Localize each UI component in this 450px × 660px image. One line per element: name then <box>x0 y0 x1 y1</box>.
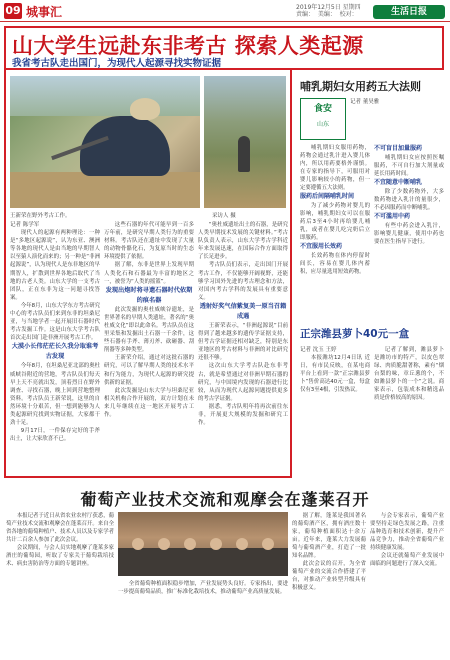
rule-title: 不可盲目加量服药 <box>374 145 423 152</box>
paragraph: 据了解，东非是世界上发现早期人类化石和石器最为丰富的地区之一，被誉为“人类的摇篮”。 <box>104 262 194 285</box>
radish-headline: 正宗潍县萝卜40元一盒 <box>300 328 410 340</box>
lead-column-3 <box>198 221 288 475</box>
date-line: 2019年12月5日 星期四 责编： 美编： 校对： <box>296 4 361 18</box>
paragraph: 哺乳期妇女服用药物，药物会通过乳汁进入婴儿体内，所以用药要格外谨慎。在专家的指导下，可服用对婴儿影响较小的药物，但一定要遵循五大法则。 <box>300 145 370 191</box>
excavation-photo <box>10 76 200 208</box>
radish-byline: 记者 沈玉 王婷 <box>300 347 337 353</box>
paragraph: 王新荣介绍，通过对这批石器的研究，可以了解早期人类的技术水平和行为能力，为现代人起源的研究提供新的证据。 <box>104 355 194 386</box>
lead-subhead-3: 透射好奖气信紫复美一原当召籍成遇 <box>199 302 287 320</box>
rule-title: 服药后间隔哺乳时间 <box>300 193 355 200</box>
paragraph: 今年8月，在坦桑尼亚北部的奥杜威峡谷附近的营地，考古队员们每天早上天不亮就出发，顶着烈日在野外调查、寻找石器，晚上回到营地整理资料。考古队员王新荣说，这里的自然环境十分艰苦，但一想到能够为人类起源研究找到实物证据，大家都干劲十足。 <box>10 363 100 427</box>
grape-column-2 <box>118 580 288 656</box>
rule-title: 不可滥用中药 <box>374 213 411 220</box>
radish-column-2 <box>374 346 444 476</box>
paragraph: 王新荣表示，“非洲起源说”目前得到了越来越多的遗传学证据支持，但考古学证据还相对缺乏，特别是东亚地区的考古材料与非洲的对比研究还很不够。 <box>198 322 288 362</box>
paragraph: 现代人的起源有两种理论：一种是“多地区起源说”，认为东亚、澳洲等各地的现代人是由当地的早期智人以至猿人演化而来的；另一种是“非洲起源说”，认为现代人是东非地区的早期智人，扩散到世界各地后取代了当地的古老人类。山东大学的一支考古团队，正在东非为这一问题寻找答案。 <box>10 230 100 301</box>
medication-column-2 <box>374 144 444 320</box>
newspaper-logo: 生活日报 <box>373 5 445 19</box>
paragraph: 今年8月，山东大学东方考古研究中心的考古队员们来到东非的坦桑尼亚，与当地学者一起开展旧石器时代考古发掘工作。这是山东大学考古队首次走出国门赴非洲开展考古工作。 <box>10 302 100 342</box>
lead-headline-box <box>4 26 444 70</box>
lead-subheadline: 我省考古队走出国门，为现代人起源寻找实物证据 <box>12 58 222 69</box>
medication-column-1 <box>300 144 370 320</box>
page-header <box>0 0 450 22</box>
lead-column-2 <box>104 221 194 475</box>
paragraph: 会议还就葡萄产业发展中面临的问题进行了深入交流。 <box>370 553 444 567</box>
paragraph: 本报记者于近日从省农业农村厅获悉，葡萄产业技术交流和观摩会在蓬莱召开。来自全省各地的葡萄种植户、技术人员以及专家学者共计二百余人参加了此次会议。 <box>6 513 114 543</box>
food-safety-logo <box>300 98 346 140</box>
right-panel <box>296 70 446 480</box>
rule-title: 不宜服用长效药 <box>300 243 343 250</box>
lead-article <box>4 70 292 478</box>
logo-text-top: 食安 <box>313 104 332 114</box>
medication-headline: 哺乳期妇女用药五大法则 <box>300 80 421 93</box>
page-number: 09 <box>5 4 21 17</box>
lead-byline: 记者 陈学军 <box>10 222 40 228</box>
grape-column-4 <box>370 512 444 656</box>
paragraph: 9月17日，一件保存完好的手斧出土，让大家欣喜不已。 <box>10 428 100 443</box>
radish-column-1 <box>300 346 370 476</box>
paragraph: 考古队员们表示，走出国门开展考古工作，不仅能够开阔视野，还能够学习国外先进的考古理念和方法，对国内考古学科的发展具有重要意义。 <box>198 262 288 301</box>
paragraph: 此次发掘的奥杜威峡谷遗址，是世界著名的早期人类遗址，著名的“奥杜威文化”即以此命名。考古队员在这里采集和发掘出土石器一千余件，这些石器有手斧、薄刃斧、砍砸器、刮削器等多种类型。 <box>104 306 194 354</box>
photo-caption: 王新荣在野外考古工作。 <box>10 213 71 219</box>
paragraph: 此次会议的召开，为全省葡萄产业的交流合作搭建了平台，对推动产业转型升级具有积极意义。 <box>292 561 366 591</box>
grape-column-1 <box>6 512 114 656</box>
paragraph: 哺乳期妇女应按照医嘱服药，不可自行加大剂量或延长用药时间。 <box>374 155 444 177</box>
paragraph: 全省葡萄种植面积稳步增加，产业发展势头良好。专家指出，要进一步提高葡萄品质，推广标准化栽培技术，推动葡萄产业高质量发展。 <box>118 581 288 595</box>
landscape-photo <box>204 76 286 208</box>
paragraph: 除了少数药物外，大多数药物进入乳汁的量很少，不必因服药而中断哺乳。 <box>374 189 444 211</box>
paragraph: “奥杜威遗址出土的石器，是研究人类早期技术发展的关键材料。”考古队负责人表示，山东大学考古学科近年来发展迅速，在国际合作方面取得了长足进步。 <box>198 222 288 261</box>
paragraph: 这次山东大学考古队赴东非考古，就是希望通过对非洲早期石器的研究，与中国境内发现的石器进行比较，从而为现代人起源问题提供更多的考古学证据。 <box>198 363 288 402</box>
paragraph: 与会专家表示，葡萄产业要坚持走绿色发展之路，注重品种选育和技术创新，提升产品竞争力，推动全省葡萄产业持续健康发展。 <box>370 513 444 551</box>
rule-title: 不宜随意中断哺乳 <box>374 179 423 186</box>
conference-photo <box>118 512 288 576</box>
paragraph: 据了解，蓬莱是我国著名的葡萄酒产区，拥有酒庄数十家，葡萄种植面积达十余万亩。近年来，蓬莱大力发展葡萄与葡萄酒产业，打造了一批知名品牌。 <box>292 513 366 559</box>
logo-text-bottom: 山东 <box>316 121 329 128</box>
paragraph: 据悉，考古队明年将再次前往东非，开展更大规模的发掘和研究工作。 <box>198 403 288 427</box>
paragraph: 本报潍坊12月4日讯 近日，有市民反映，在某电商平台上看到一款“正宗潍县萝卜”售价高达40元一盒，每盒仅有3至4根，引发热议。 <box>300 355 370 393</box>
section-name: 城事汇 <box>26 5 63 19</box>
paragraph: 会议期间，与会人员实地观摩了蓬莱多家酒庄的葡萄园，听取了专家关于葡萄栽培技术、病虫害防治等方面的专题讲座。 <box>6 545 114 567</box>
lead-subhead-2: 发现出炮时将寻遗石器时代依期的痕名器 <box>105 286 193 304</box>
paragraph: 有些中药会进入乳汁，影响婴儿健康，使用中药也要在医生指导下进行。 <box>374 223 444 245</box>
medication-intro-top <box>350 98 442 140</box>
lead-column-1 <box>10 221 100 475</box>
paragraph: 此次发掘是山东大学与坦桑尼亚相关机构合作开展的，双方计划在未来几年继续在这一地区开展考古工作。 <box>104 387 194 418</box>
medication-byline: 记者 董昊雅 <box>350 99 380 105</box>
lead-subhead-1: 大漠小长伟茫茫长久我分取谁考古发现 <box>11 343 99 361</box>
paragraph: 这些石器的年代可能早到一百多万年前，是研究早期人类行为的重要材料。考古队还在遗址中发现了大量的动物骨骼化石，为复原当时的生态环境提供了依据。 <box>104 222 194 261</box>
paragraph: 长效药物在体内停留时间长，容易在婴儿体内蓄积，应尽量选用短效药物。 <box>300 253 370 275</box>
grape-headline: 葡萄产业技术交流和观摩会在蓬莱召开 <box>80 490 370 509</box>
photo-credit: 采访人 摄 <box>212 213 236 219</box>
lead-headline: 山大学生远赴东非考古 探索人类起源 <box>12 34 364 58</box>
paragraph: 为了减少药物对婴儿的影响，哺乳期妇女可以在服药后3至4小时再给婴儿哺乳，或者在婴儿吃完奶后立即服药。 <box>300 203 370 241</box>
paragraph: 记者了解到，潍县萝卜是潍坊市的特产，以皮色翠绿、肉质脆甜著称，素有“烟台梨的味，章丘葱的个，不如潍县萝卜的一个”之说。商家表示，包装成本和精选品质是价格较高的原因。 <box>374 347 444 401</box>
grape-column-3 <box>292 512 366 656</box>
